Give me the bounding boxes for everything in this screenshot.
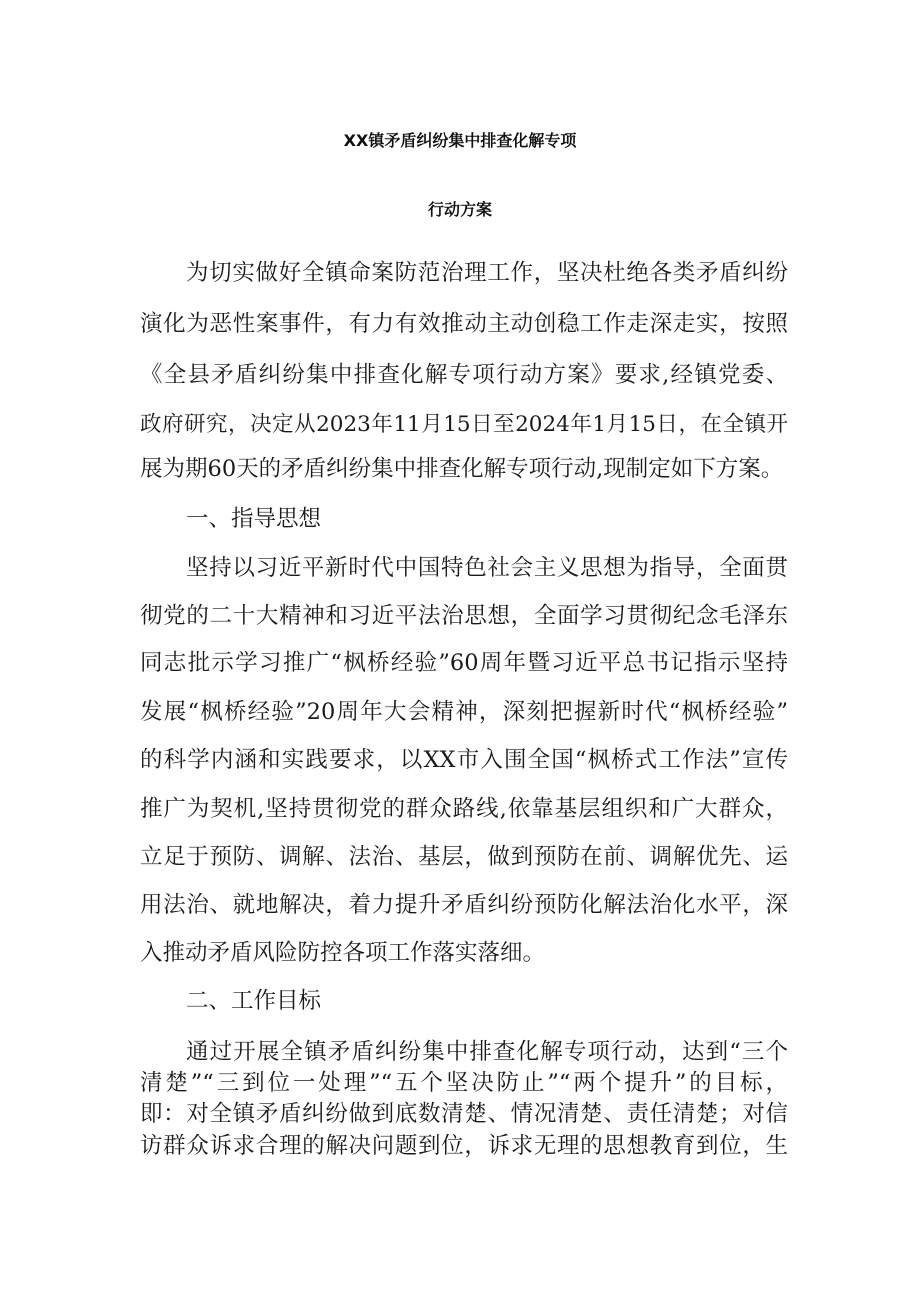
intro-line-2: 演化为恶性案事件，有力有效推动主动创稳工作走深走实，按照 <box>140 311 788 337</box>
section2-line-3: 即：对全镇矛盾纠纷做到底数清楚、情况清楚、责任清楚；对信 <box>140 1101 788 1127</box>
section1-line-7: 立足于预防、调解、法治、基层，做到预防在前、调解优先、运 <box>140 844 788 870</box>
intro-line-1: 为切实做好全镇命案防范治理工作，坚决杜绝各类矛盾纠纷 <box>186 260 788 286</box>
section1-line-2: 彻党的二十大精神和习近平法治思想，全面学习贯彻纪念毛泽东 <box>140 603 788 629</box>
section2-line-4: 访群众诉求合理的解决问题到位，诉求无理的思想教育到位，生 <box>140 1133 788 1159</box>
section1-line-4: 发展“枫桥经验”20周年大会精神，深刻把握新时代“枫桥经验” <box>140 699 788 725</box>
section1-line-3: 同志批示学习推广“枫桥经验”60周年暨习近平总书记指示坚持 <box>140 650 788 676</box>
section2-line-2: 清楚”“三到位一处理”“五个坚决防止”“两个提升”的目标， <box>140 1070 788 1096</box>
document-title-line-1: XX镇矛盾纠纷集中排查化解专项 <box>343 131 577 150</box>
section1-line-9: 入推动矛盾风险防控各项工作落实落细。 <box>140 940 546 966</box>
section1-line-8: 用法治、就地解决，着力提升矛盾纠纷预防化解法治化水平，深 <box>140 892 788 918</box>
intro-line-5: 展为期60天的矛盾纠纷集中排查化解专项行动,现制定如下方案。 <box>140 456 784 482</box>
intro-line-4: 政府研究，决定从2023年11月15日至2024年1月15日，在全镇开 <box>140 412 788 437</box>
section2-line-1: 通过开展全镇矛盾纠纷集中排查化解专项行动，达到“三个 <box>186 1039 788 1065</box>
intro-line-3: 《全县矛盾纠纷集中排查化解专项行动方案》要求,经镇党委、 <box>140 362 788 388</box>
section1-line-1: 坚持以习近平新时代中国特色社会主义思想为指导，全面贯 <box>186 555 788 581</box>
section-heading-guiding-ideology: 一、指导思想 <box>186 506 322 532</box>
document-title-line-2: 行动方案 <box>427 200 492 219</box>
section-heading-work-goals: 二、工作目标 <box>186 988 322 1014</box>
section1-line-6: 推广为契机,坚持贯彻党的群众路线,依靠基层组织和广大群众， <box>140 796 788 822</box>
section1-line-5: 的科学内涵和实践要求，以XX市入围全国“枫桥式工作法”宣传 <box>140 747 788 773</box>
